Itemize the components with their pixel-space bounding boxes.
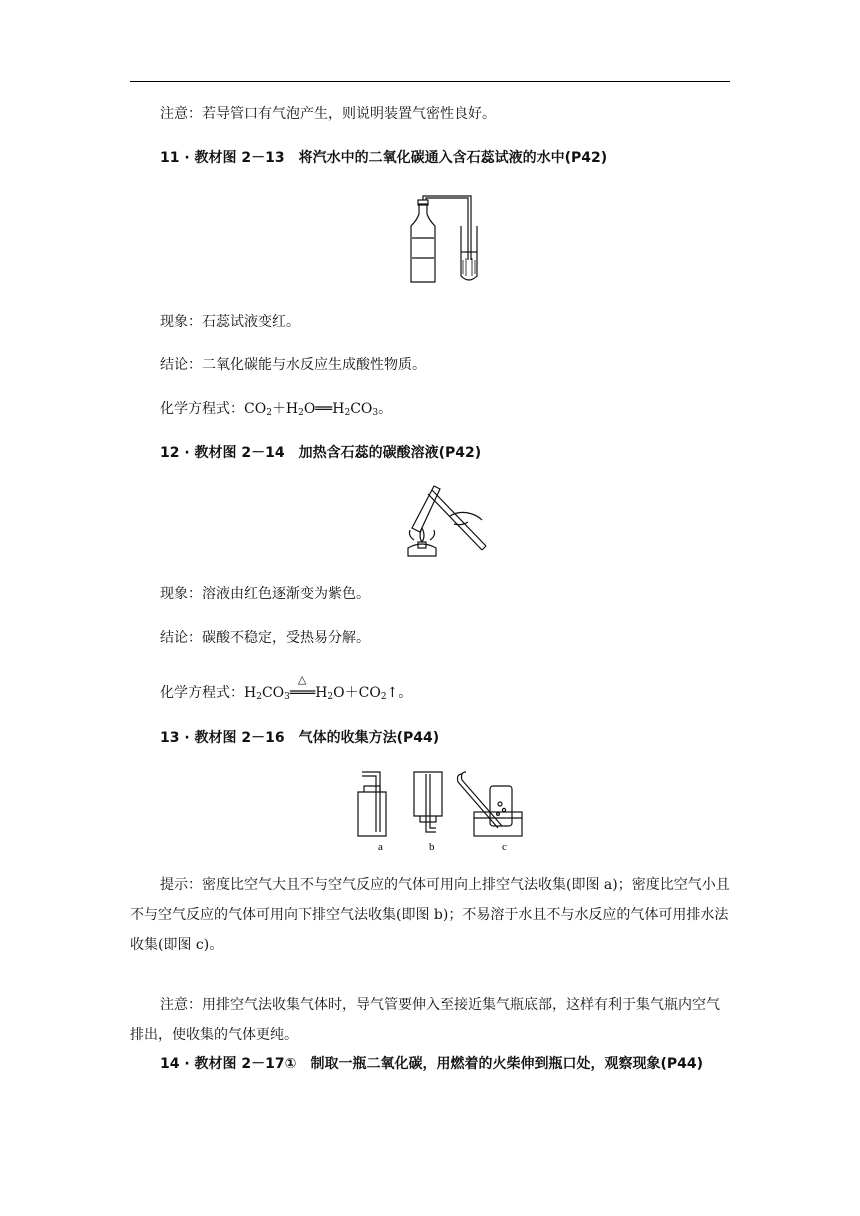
note-airtightness: 注意：若导管口有气泡产生，则说明装置气密性良好。 — [160, 106, 496, 122]
s12-conclusion: 结论：碳酸不稳定，受热易分解。 — [160, 630, 370, 646]
s11-phenomenon: 现象：石蕊试液变红。 — [160, 314, 300, 330]
section-13-heading: 13 · 教材图 2－16 气体的收集方法(P44) — [160, 730, 440, 746]
section-14-heading: 14 · 教材图 2－17① 制取一瓶二氧化碳，用燃着的火柴伸到瓶口处，观察现象(P44) — [160, 1056, 704, 1072]
section-11-heading: 11 · 教材图 2－13 将汽水中的二氧化碳通入含石蕊试液的水中(P42) — [160, 150, 608, 166]
s12-equation: 化学方程式：$H_2CO_3$ △ $═══H_2O+CO_2↑$。 — [160, 683, 412, 703]
header-rule — [130, 81, 730, 82]
figure-gas-collection-methods — [352, 768, 542, 856]
label-b: b — [429, 841, 435, 853]
label-c: c — [502, 841, 507, 853]
s11-equation: 化学方程式：$CO_2+H_2O══H_2CO_3$。 — [160, 401, 393, 418]
label-a: a — [378, 841, 383, 853]
s13-hint: 提示：密度比空气大且不与空气反应的气体可用向上排空气法收集(即图 a)；密度比空气小且不与空气反应的气体可用向下排空气法收集(即图 b)；不易溶于水且不与水反应的气体可用排水法收集(即图 c)。 — [130, 877, 730, 953]
section-12-heading: 12 · 教材图 2－14 加热含石蕊的碳酸溶液(P42) — [160, 445, 482, 461]
s12-phenomenon: 现象：溶液由红色逐渐变为紫色。 — [160, 586, 370, 602]
heat-symbol: △ — [297, 673, 307, 686]
s11-conclusion: 结论：二氧化碳能与水反应生成酸性物质。 — [160, 357, 426, 373]
figure-soda-bottle-test-tube — [405, 190, 495, 290]
s13-note: 注意：用排空气法收集气体时，导气管要伸入至接近集气瓶底部，这样有利于集气瓶内空气排出，使收集的气体更纯。 — [130, 997, 720, 1043]
figure-heating-test-tube — [398, 480, 490, 562]
